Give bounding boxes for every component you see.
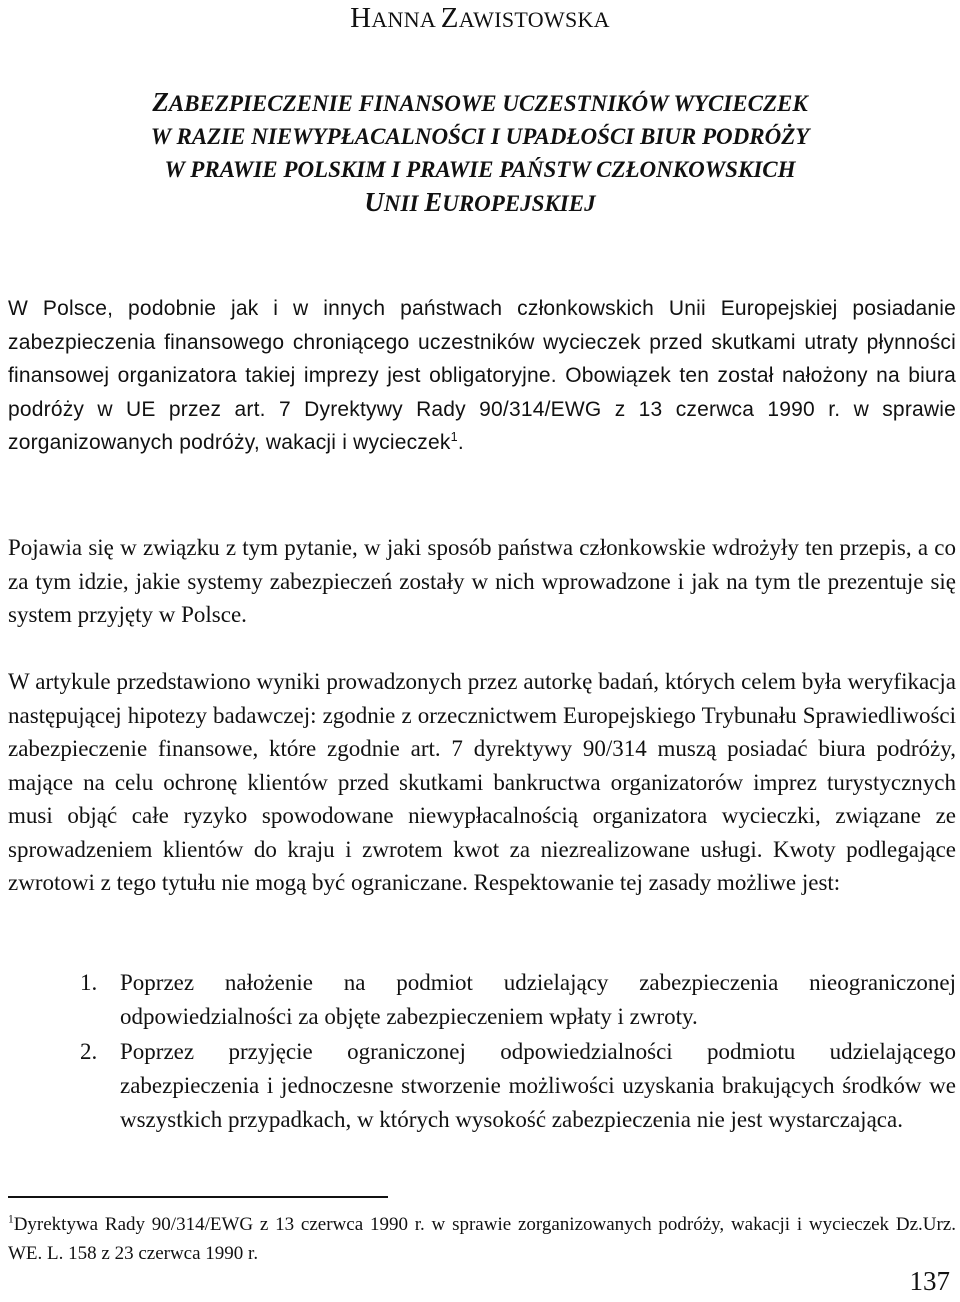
- list-item-number: 1.: [80, 970, 98, 995]
- title-line-2: W RAZIE NIEWYPŁACALNOŚCI I UPADŁOŚCI BIUR PODRÓŻY: [150, 124, 810, 149]
- page-number: 137: [909, 1266, 950, 1296]
- abstract-paragraph-3: W artykule przedstawiono wyniki prowadzonych przez autorkę badań, których celem była weryfikacja następującej hipotezy badawczej: zgodnie z orzecznictwem Europejskiego Trybunału Sprawiedliwości zabezpieczenie finansowe, które zgodnie art. 7 dyrektywy 90/314 muszą posiadać biura podróży, mające na celu ochronę klientów przed skutkami bankructwa organizatorów imprez turystycznych musi objąć całe ryzyko spowodowane niewypłacalnością organizatora wycieczki, związane ze sprowadzeniem klientów do kraju i zwrotem kwot za niezrealizowane usługi. Kwoty podlegające zwrotowi z tego tytułu nie mogą być ograniczane. Respektowanie tej zasady możliwe jest:: [8, 669, 956, 895]
- footnote-mark: 1: [8, 1213, 14, 1226]
- abstract-paragraph-1: W Polsce, podobnie jak i w innych państwach członkowskich Unii Europejskiej posiadanie zabezpieczenia finansowego chroniącego uczestników wycieczek przed skutkami utraty płynności finansowej organizatora takiej imprezy jest obligatoryjne. Obowiązek ten został nałożony na biura podróży w UE przez art. 7 Dyrektywy Rady 90/314/EWG z 13 czerwca 1990 r. w sprawie zorganizowanych podróży, wakacji i wycieczek$^1$.: [8, 297, 956, 454]
- footnote-divider: [8, 1196, 388, 1198]
- title-line-3: W PRAWIE POLSKIM I PRAWIE PAŃSTW CZŁONKOWSKICH: [164, 157, 796, 182]
- list-item-text: Poprzez nałożenie na podmiot udzielający zabezpieczenia nieograniczonej odpowiedzialności za objęte zabezpieczeniem wpłaty i zwroty.: [120, 970, 956, 1029]
- footnote-ref[interactable]: 1: [450, 430, 458, 444]
- footnote: $^1$Dyrektywa Rady 90/314/EWG z 13 czerwca 1990 r. w sprawie zorganizowanych podróży, wakacji i wycieczek Dz.Urz. WE. L. 158 z 23 czerwca 1990 r.: [8, 1213, 956, 1264]
- author-name: HANNA ZAWISTOWSKA: [350, 2, 610, 34]
- article-title: [0, 86, 960, 220]
- list-item-text: Poprzez przyjęcie ograniczonej odpowiedzialności podmiotu udzielającego zabezpieczenia i jednoczesne stworzenie możliwości uzyskania brakujących środków we wszystkich przypadkach, w których wysokość zabezpieczenia nie jest wystarczająca.: [120, 1039, 956, 1132]
- title-line-4: UNII EUROPEJSKIEJ: [364, 187, 596, 217]
- abstract-paragraph-2: Pojawia się w związku z tym pytanie, w jaki sposób państwa członkowskie wdrożyły ten przepis, a co za tym idzie, jakie systemy zabezpieczeń zostały w nich wprowadzone i jak na tym tle prezentuje się system przyjęty w Polsce.: [8, 535, 956, 627]
- title-line-1: ZABEZPIECZENIE FINANSOWE UCZESTNIKÓW WYCIECZEK: [152, 87, 808, 117]
- list-item-number: 2.: [80, 1039, 98, 1064]
